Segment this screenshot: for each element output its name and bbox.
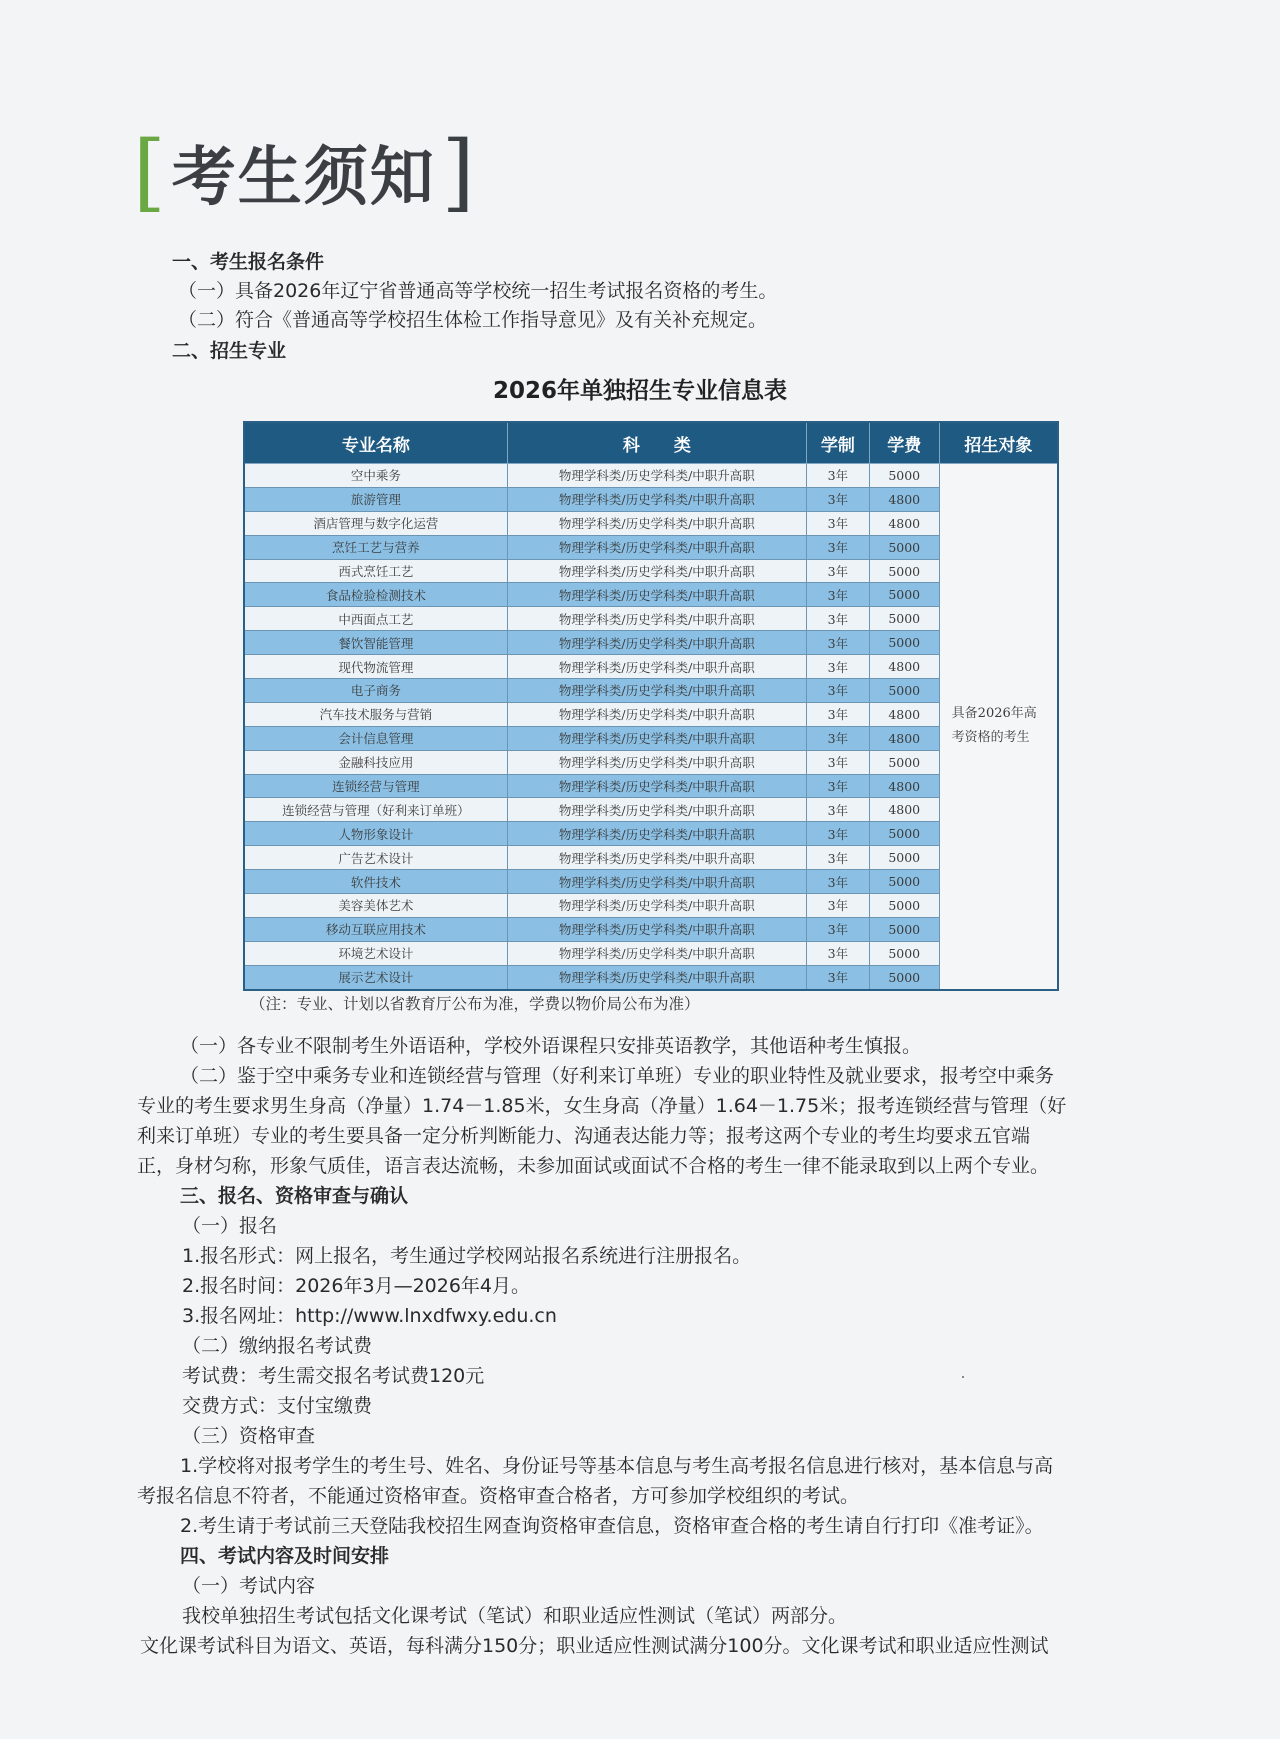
table-title: 2026年单独招生专业信息表 [492, 378, 787, 404]
major-name: 展示艺术设计 [244, 965, 507, 989]
table-row [244, 726, 1058, 750]
body-line: 2.考生请于考试前三天登陆我校招生网查询资格审查信息，资格审查合格的考生请自行打印《准考证》。 [180, 1515, 1044, 1537]
major-category: 物理学科类/历史学科类/中职升高职 [507, 774, 806, 798]
major-fee: 5000 [869, 535, 939, 559]
header-fee: 学费 [869, 422, 939, 464]
body-line: 1.报名形式：网上报名，考生通过学校网站报名系统进行注册报名。 [182, 1245, 752, 1267]
major-name: 连锁经营与管理 [244, 774, 507, 798]
major-years: 3年 [806, 822, 869, 846]
major-fee: 5000 [869, 750, 939, 774]
major-name: 环境艺术设计 [244, 941, 507, 965]
major-years: 3年 [806, 631, 869, 655]
title-bracket-left: [ [133, 123, 166, 221]
major-category: 物理学科类/历史学科类/中职升高职 [507, 822, 806, 846]
table-row [244, 607, 1058, 631]
major-fee: 5000 [869, 607, 939, 631]
major-name: 连锁经营与管理（好利来订单班） [244, 798, 507, 822]
major-fee: 5000 [869, 941, 939, 965]
major-category: 物理学科类/历史学科类/中职升高职 [507, 464, 806, 488]
body-line: 考报名信息不符者，不能通过资格审查。资格审查合格者，方可参加学校组织的考试。 [137, 1485, 860, 1507]
body-line: 交费方式：支付宝缴费 [182, 1395, 373, 1417]
major-fee: 5000 [869, 679, 939, 703]
major-fee: 4800 [869, 702, 939, 726]
major-category: 物理学科类/历史学科类/中职升高职 [507, 917, 806, 941]
table-row [244, 464, 1058, 488]
major-fee: 4800 [869, 726, 939, 750]
major-fee: 5000 [869, 846, 939, 870]
subsection-heading: （二）缴纳报名考试费 [182, 1335, 373, 1357]
major-name: 软件技术 [244, 870, 507, 894]
major-category: 物理学科类/历史学科类/中职升高职 [507, 798, 806, 822]
major-fee: 4800 [869, 487, 939, 511]
major-fee: 4800 [869, 774, 939, 798]
table-note: （注：专业、计划以省教育厅公布为准，学费以物价局公布为准） [250, 995, 700, 1013]
body-line: 1.学校将对报考学生的考生号、姓名、身份证号等基本信息与考生高考报名信息进行核对，基本信息与高 [180, 1455, 1054, 1477]
table-row [244, 774, 1058, 798]
major-fee: 5000 [869, 583, 939, 607]
section-heading-4: 四、考试内容及时间安排 [180, 1545, 390, 1567]
major-years: 3年 [806, 917, 869, 941]
major-fee: 5000 [869, 464, 939, 488]
table-row [244, 655, 1058, 679]
page-title [133, 123, 475, 221]
table-row [244, 870, 1058, 894]
major-name: 西式烹饪工艺 [244, 559, 507, 583]
table-row [244, 750, 1058, 774]
condition-item: （二）符合《普通高等学校招生体检工作指导意见》及有关补充规定。 [178, 309, 768, 331]
major-category: 物理学科类/历史学科类/中职升高职 [507, 535, 806, 559]
major-name: 旅游管理 [244, 487, 507, 511]
major-years: 3年 [806, 559, 869, 583]
major-years: 3年 [806, 655, 869, 679]
major-category: 物理学科类/历史学科类/中职升高职 [507, 941, 806, 965]
table-row [244, 631, 1058, 655]
table-row [244, 798, 1058, 822]
major-name: 广告艺术设计 [244, 846, 507, 870]
section-heading-1: 一、考生报名条件 [172, 251, 325, 273]
target-line: 考资格的考生 [951, 730, 1030, 746]
major-years: 3年 [806, 726, 869, 750]
major-fee: 5000 [869, 822, 939, 846]
majors-table [243, 421, 1059, 991]
major-years: 3年 [806, 679, 869, 703]
table-row [244, 559, 1058, 583]
speck [962, 1376, 964, 1378]
body-line: 2.报名时间：2026年3月—2026年4月。 [182, 1275, 531, 1297]
table-row [244, 535, 1058, 559]
major-category: 物理学科类/历史学科类/中职升高职 [507, 894, 806, 918]
major-category: 物理学科类/历史学科类/中职升高职 [507, 487, 806, 511]
major-name: 食品检验检测技术 [244, 583, 507, 607]
major-name: 汽车技术服务与营销 [244, 702, 507, 726]
major-fee: 5000 [869, 631, 939, 655]
target-line: 具备2026年高 [951, 706, 1037, 722]
body-line: 我校单独招生考试包括文化课考试（笔试）和职业适应性测试（笔试）两部分。 [182, 1605, 848, 1627]
major-category: 物理学科类/历史学科类/中职升高职 [507, 965, 806, 989]
major-name: 电子商务 [244, 679, 507, 703]
major-years: 3年 [806, 583, 869, 607]
major-years: 3年 [806, 511, 869, 535]
major-fee: 5000 [869, 559, 939, 583]
subsection-heading: （三）资格审查 [182, 1425, 316, 1447]
major-years: 3年 [806, 941, 869, 965]
major-category: 物理学科类/历史学科类/中职升高职 [507, 607, 806, 631]
major-name: 美容美体艺术 [244, 894, 507, 918]
major-fee: 5000 [869, 894, 939, 918]
major-name: 烹饪工艺与营养 [244, 535, 507, 559]
major-category: 物理学科类/历史学科类/中职升高职 [507, 870, 806, 894]
major-years: 3年 [806, 894, 869, 918]
table-row [244, 702, 1058, 726]
major-category: 物理学科类/历史学科类/中职升高职 [507, 846, 806, 870]
major-fee: 4800 [869, 798, 939, 822]
major-category: 物理学科类/历史学科类/中职升高职 [507, 631, 806, 655]
table-row [244, 846, 1058, 870]
header-target: 招生对象 [939, 422, 1058, 464]
major-name: 酒店管理与数字化运营 [244, 511, 507, 535]
major-years: 3年 [806, 702, 869, 726]
major-years: 3年 [806, 774, 869, 798]
condition-item: （一）具备2026年辽宁省普通高等学校统一招生考试报名资格的考生。 [178, 280, 778, 302]
header-category: 科 类 [507, 422, 806, 464]
major-category: 物理学科类/历史学科类/中职升高职 [507, 679, 806, 703]
table-row [244, 511, 1058, 535]
major-fee: 5000 [869, 965, 939, 989]
subsection-heading: （一）考试内容 [182, 1575, 316, 1597]
major-category: 物理学科类/历史学科类/中职升高职 [507, 583, 806, 607]
registration-url: 3.报名网址：http://www.lnxdfwxy.edu.cn [182, 1305, 557, 1327]
major-name: 中西面点工艺 [244, 607, 507, 631]
title-text: 考生须知 [171, 140, 436, 215]
body-line: （一）各专业不限制考生外语语种，学校外语课程只安排英语教学，其他语种考生慎报。 [180, 1035, 922, 1057]
title-bracket-right: ] [441, 123, 475, 221]
major-fee: 5000 [869, 870, 939, 894]
major-name: 餐饮智能管理 [244, 631, 507, 655]
major-name: 人物形象设计 [244, 822, 507, 846]
section-heading-2: 二、招生专业 [172, 340, 287, 362]
table-header-row [244, 422, 1058, 464]
major-name: 空中乘务 [244, 464, 507, 488]
major-years: 3年 [806, 487, 869, 511]
major-name: 金融科技应用 [244, 750, 507, 774]
table-row [244, 965, 1058, 989]
table-row [244, 894, 1058, 918]
major-years: 3年 [806, 798, 869, 822]
major-years: 3年 [806, 607, 869, 631]
major-fee: 5000 [869, 917, 939, 941]
major-category: 物理学科类/历史学科类/中职升高职 [507, 559, 806, 583]
major-name: 移动互联应用技术 [244, 917, 507, 941]
header-major-name: 专业名称 [244, 422, 507, 464]
major-fee: 4800 [869, 511, 939, 535]
major-category: 物理学科类/历史学科类/中职升高职 [507, 726, 806, 750]
major-years: 3年 [806, 535, 869, 559]
section-heading-3: 三、报名、资格审查与确认 [180, 1185, 409, 1207]
major-category: 物理学科类/历史学科类/中职升高职 [507, 702, 806, 726]
table-row [244, 822, 1058, 846]
table-row [244, 917, 1058, 941]
major-category: 物理学科类/历史学科类/中职升高职 [507, 750, 806, 774]
body-line: 文化课考试科目为语文、英语，每科满分150分；职业适应性测试满分100分。文化课考试和职业适应性测试 [140, 1635, 1049, 1657]
major-category: 物理学科类/历史学科类/中职升高职 [507, 655, 806, 679]
body-line: 正，身材匀称，形象气质佳，语言表达流畅，未参加面试或面试不合格的考生一律不能录取到以上两个专业。 [137, 1155, 1050, 1177]
major-years: 3年 [806, 965, 869, 989]
table-row [244, 941, 1058, 965]
table-row [244, 679, 1058, 703]
major-fee: 4800 [869, 655, 939, 679]
body-line: 考试费：考生需交报名考试费120元 [182, 1365, 485, 1387]
major-years: 3年 [806, 464, 869, 488]
body-line: 专业的考生要求男生身高（净量）1.74－1.85米，女生身高（净量）1.64－1.75米；报考连锁经营与管理（好 [137, 1095, 1067, 1117]
table-row [244, 487, 1058, 511]
header-years: 学制 [806, 422, 869, 464]
major-name: 会计信息管理 [244, 726, 507, 750]
body-line: （二）鉴于空中乘务专业和连锁经营与管理（好利来订单班）专业的职业特性及就业要求，报考空中乘务 [180, 1065, 1055, 1087]
major-years: 3年 [806, 750, 869, 774]
major-category: 物理学科类/历史学科类/中职升高职 [507, 511, 806, 535]
table-row [244, 583, 1058, 607]
subsection-heading: （一）报名 [182, 1215, 278, 1237]
body-line: 利来订单班）专业的考生要具备一定分析判断能力、沟通表达能力等；报考这两个专业的考生均要求五官端 [137, 1125, 1031, 1147]
major-years: 3年 [806, 846, 869, 870]
target-cell [939, 464, 1058, 990]
major-name: 现代物流管理 [244, 655, 507, 679]
major-years: 3年 [806, 870, 869, 894]
